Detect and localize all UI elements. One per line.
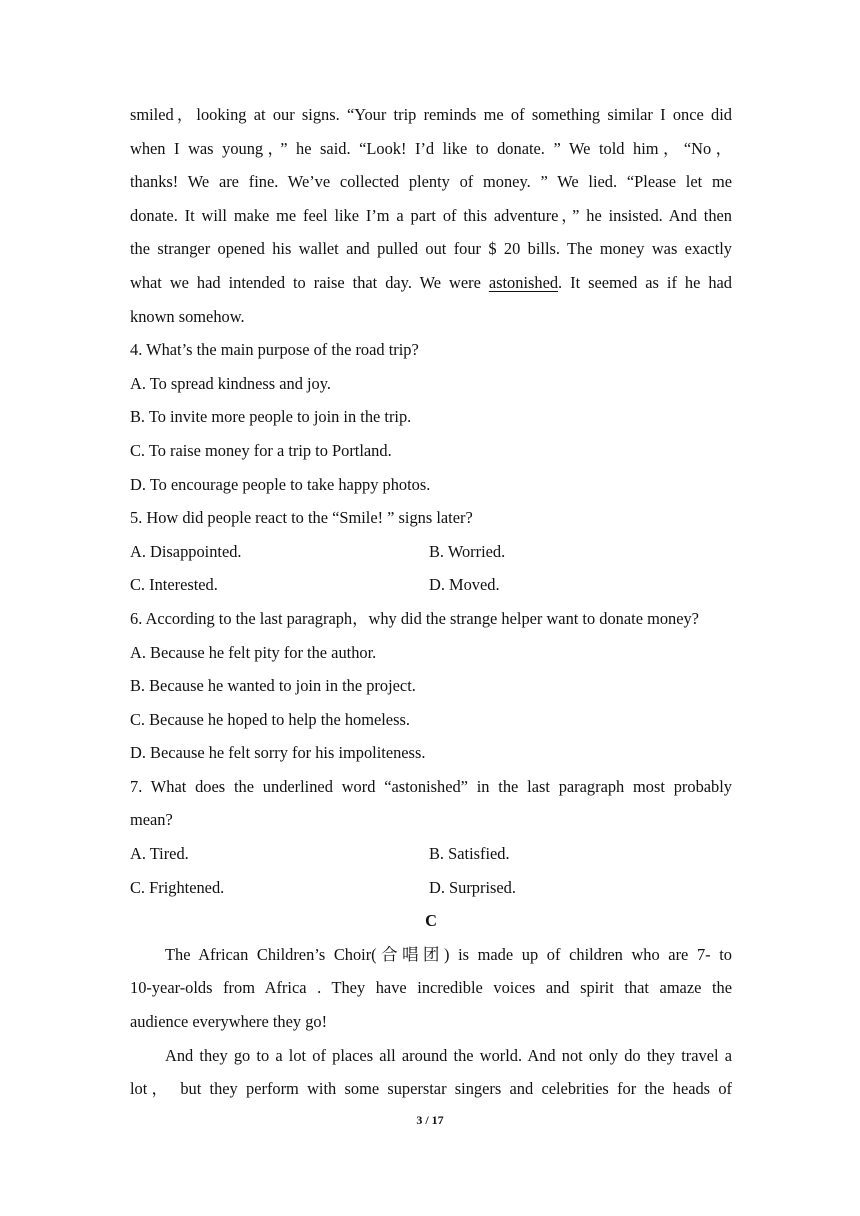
passage-line: known somehow. bbox=[130, 306, 245, 326]
option-a: A. To spread kindness and joy. bbox=[130, 373, 331, 393]
option-row bbox=[130, 871, 732, 905]
option-b: B. To invite more people to join in the trip. bbox=[130, 407, 412, 427]
option-c: C. Interested. bbox=[130, 575, 218, 595]
option-d: D. Because he felt sorry for his impoliteness. bbox=[130, 743, 426, 763]
passage-line: when I was young，” he said. “Look! I’d like to donate. ” We told him，“No， bbox=[130, 138, 732, 158]
passage-line: audience everywhere they go! bbox=[130, 1012, 328, 1032]
question-5 bbox=[130, 501, 732, 602]
option-d: D. To encourage people to take happy photos. bbox=[130, 474, 431, 494]
option-row bbox=[130, 837, 732, 871]
option-d: D. Surprised. bbox=[429, 877, 516, 897]
option-c: C. Because he hoped to help the homeless. bbox=[130, 709, 410, 729]
option-d: D. Moved. bbox=[429, 575, 500, 595]
question-stem: 6. According to the last paragraph，why did the strange helper want to donate money? bbox=[130, 608, 699, 628]
passage-line: The African Children’s Choir(合唱团) is made up of children who are 7- to bbox=[165, 944, 732, 964]
passage-c bbox=[130, 904, 732, 1106]
option-a: A. Tired. bbox=[130, 844, 189, 864]
question-7 bbox=[130, 770, 732, 904]
text-run: what we had intended to raise that day. We were bbox=[130, 272, 489, 292]
passage-line: lot， but they perform with some superstar singers and celebrities for the heads of bbox=[130, 1079, 732, 1099]
question-4 bbox=[130, 333, 732, 501]
underlined-word: astonished bbox=[488, 272, 559, 292]
option-c: C. Frightened. bbox=[130, 877, 225, 897]
passage-line: 10-year-olds from Africa . They have incredible voices and spirit that amaze the bbox=[130, 978, 732, 998]
document-page bbox=[130, 98, 732, 1106]
option-row bbox=[130, 568, 732, 602]
passage-line bbox=[130, 266, 732, 300]
option-c: C. To raise money for a trip to Portland. bbox=[130, 440, 392, 460]
question-stem: 7. What does the underlined word “astonished” in the last paragraph most probably bbox=[130, 776, 732, 796]
question-stem-continued: mean? bbox=[130, 810, 173, 830]
passage-b-ending bbox=[130, 98, 732, 333]
option-b: B. Worried. bbox=[429, 541, 506, 561]
option-row bbox=[130, 535, 732, 569]
question-stem: 4. What’s the main purpose of the road trip? bbox=[130, 340, 419, 360]
text-run: . It seemed as if he had bbox=[558, 272, 732, 292]
passage-line: donate. It will make me feel like I’m a part of this adventure，” he insisted. And then bbox=[130, 205, 732, 225]
passage-line: smiled，looking at our signs. “Your trip reminds me of something similar I once did bbox=[130, 105, 732, 124]
option-b: B. Because he wanted to join in the project. bbox=[130, 676, 416, 696]
option-a: A. Disappointed. bbox=[130, 541, 242, 561]
question-6 bbox=[130, 602, 732, 770]
passage-line: thanks! We are fine. We’ve collected plenty of money. ” We lied. “Please let me bbox=[130, 172, 732, 192]
question-stem: 5. How did people react to the “Smile! ” signs later? bbox=[130, 508, 473, 528]
passage-line: And they go to a lot of places all around the world. And not only do they travel a bbox=[165, 1045, 732, 1065]
option-b: B. Satisfied. bbox=[429, 844, 510, 864]
option-a: A. Because he felt pity for the author. bbox=[130, 642, 377, 662]
page-number: 3 / 17 bbox=[416, 1113, 444, 1127]
passage-line: the stranger opened his wallet and pulled out four $ 20 bills. The money was exactly bbox=[130, 239, 732, 259]
section-heading: C bbox=[425, 911, 437, 931]
